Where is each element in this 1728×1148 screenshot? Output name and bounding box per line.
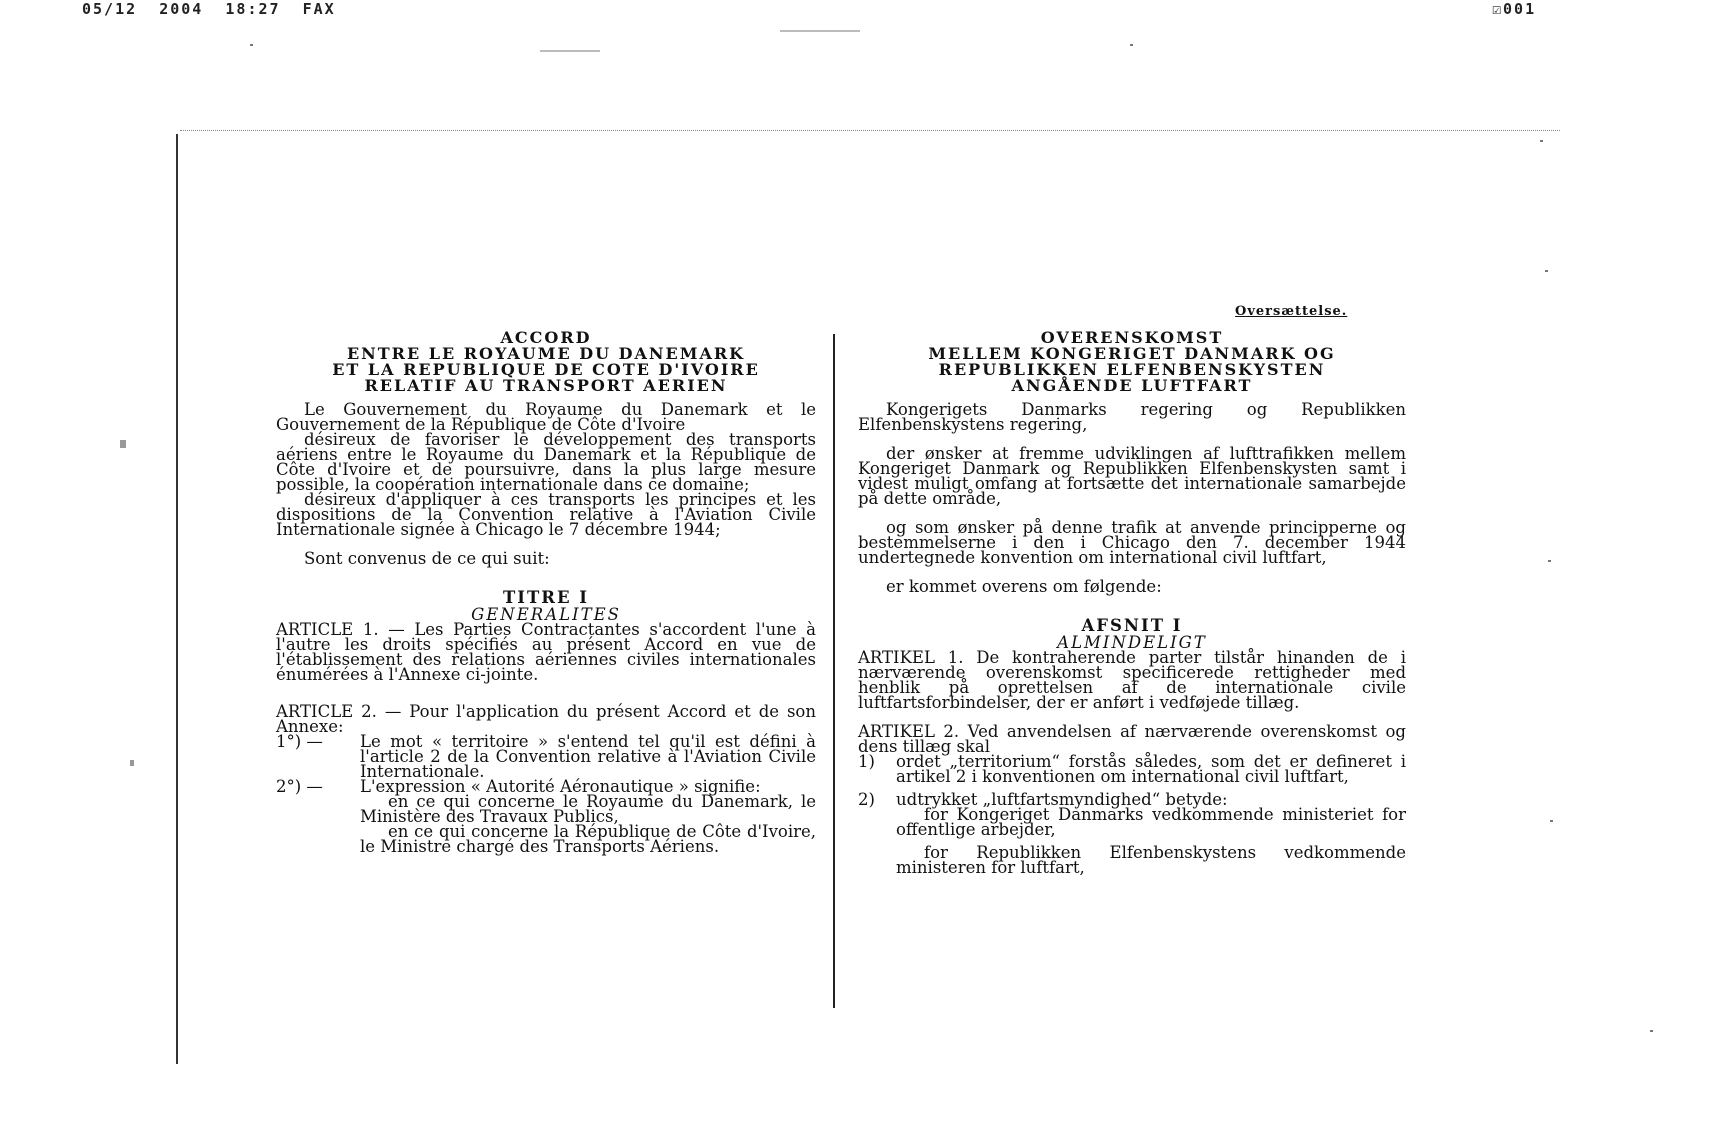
danish-onsker-2: og som ønsker på denne trafik at anvende principperne og bestemmelserne i den i Chicago den 7. december 1944 undertegnede konvention om international civil luftfart,	[858, 518, 1406, 567]
danish-afsnit-sub: ALMINDELIGT	[1057, 633, 1207, 652]
danish-afsnit: AFSNIT I	[1081, 616, 1183, 635]
danish-item-1	[858, 754, 1406, 784]
french-heading-line: ENTRE LE ROYAUME DU DANEMARK	[346, 344, 746, 363]
danish-heading	[858, 330, 1406, 394]
french-article-2: ARTICLE 2. — Pour l'application du présent Accord et de son Annexe:	[276, 702, 816, 736]
french-convenus: Sont convenus de ce qui suit:	[304, 549, 550, 568]
fax-timestamp: 05/12 2004 18:27 FAX	[82, 0, 336, 18]
danish-intro: Kongerigets Danmarks regering og Republikken Elfenbenskystens regering,	[858, 400, 1406, 434]
french-intro: Le Gouvernement du Royaume du Danemark et le Gouvernement de la République de Côte d'Ivoire	[276, 400, 816, 434]
danish-heading-line: ANGÅENDE LUFTFART	[1011, 376, 1253, 395]
danish-item-1-number: 1)	[858, 752, 875, 771]
french-titre-sub: GENERALITES	[471, 605, 621, 624]
scan-speck	[1545, 270, 1548, 272]
french-item-1-number: 1°) —	[276, 732, 323, 751]
scan-speck	[1548, 560, 1551, 562]
scan-left-border	[176, 134, 178, 1064]
french-item-2-text: L'expression « Autorité Aéronautique » signifie:	[360, 777, 761, 796]
scan-speck	[1650, 1030, 1653, 1032]
danish-column	[858, 330, 1406, 875]
danish-heading-line: OVERENSKOMST	[1040, 328, 1224, 347]
danish-item-1-text: ordet „territorium“ forstås således, som det er defineret i artikel 2 i konventionen om international civil luftfart,	[896, 752, 1406, 786]
french-item-2-number: 2°) —	[276, 777, 323, 796]
french-article-1: ARTICLE 1. — Les Parties Contractantes s'accordent l'une à l'autre les droits spécifiés au présent Accord en vue de l'établissement des relations aériennes civiles internationales énumérées à l'Annexe ci-jointe.	[276, 620, 816, 684]
danish-item-2a: for Kongeriget Danmarks vedkommende ministeriet for offentlige arbejder,	[896, 805, 1406, 839]
scan-speck	[780, 30, 860, 32]
fax-page-number: ☑001	[1492, 0, 1537, 18]
danish-item-2-number: 2)	[858, 790, 875, 809]
french-item-2b: en ce qui concerne la République de Côte d'Ivoire, le Ministre chargé des Transports Aériens.	[360, 822, 816, 856]
scan-speck	[1540, 140, 1543, 142]
danish-item-2-text: udtrykket „luftfartsmyndighed“ betyde:	[896, 790, 1228, 809]
danish-heading-line: REPUBLIKKEN ELFENBENSKYSTEN	[938, 360, 1326, 379]
danish-kommet: er kommet overens om følgende:	[886, 577, 1162, 596]
column-divider	[833, 334, 835, 1008]
fax-header	[82, 0, 1728, 18]
french-item-1	[276, 734, 816, 779]
danish-artikel-2: ARTIKEL 2. Ved anvendelsen af nærværende overenskomst og dens tillæg skal	[858, 722, 1406, 756]
french-heading-line: ACCORD	[500, 328, 592, 347]
scan-speck	[540, 50, 600, 52]
french-heading-line: ET LA REPUBLIQUE DE COTE D'IVOIRE	[332, 360, 760, 379]
french-item-1-text: Le mot « territoire » s'entend tel qu'il est défini à l'article 2 de la Convention relative à l'Aviation Civile Internationale.	[360, 732, 816, 781]
translation-label: Oversættelse.	[1235, 304, 1348, 319]
french-desireux-1: désireux de favoriser le développement des transports aériens entre le Royaume du Danemark et la République de Côte d'Ivoire et de poursuivre, dans la plus large mesure possible, la coopération internationale dans ce domaine;	[276, 430, 816, 494]
french-titre: TITRE I	[502, 588, 590, 607]
danish-onsker-1: der ønsker at fremme udviklingen af lufttrafikken mellem Kongeriget Danmark og Republikken Elfenbenskysten samt i videst muligt omfang at fortsætte det internationale samarbejde på dette område,	[858, 444, 1406, 508]
scan-top-border	[180, 130, 1560, 133]
french-desireux-2: désireux d'appliquer à ces transports les principes et les dispositions de la Convention relative à l'Aviation Civile Internationale signée à Chicago le 7 décembre 1944;	[276, 490, 816, 539]
french-column	[276, 330, 816, 854]
french-heading	[276, 330, 816, 394]
scan-speck	[130, 760, 134, 766]
danish-heading-line: MELLEM KONGERIGET DANMARK OG	[928, 344, 1336, 363]
french-item-2a: en ce qui concerne le Royaume du Danemark, le Ministère des Travaux Publics,	[360, 792, 816, 826]
danish-artikel-1: ARTIKEL 1. De kontraherende parter tilstår hinanden de i nærværende overenskomst specificerede rettigheder med henblik på oprettelsen af de internationale civile luftfartsforbindelser, der er anført i vedføjede tillæg.	[858, 648, 1406, 712]
danish-item-2b: for Republikken Elfenbenskystens vedkommende ministeren for luftfart,	[896, 843, 1406, 877]
scan-speck	[1550, 820, 1553, 822]
scan-speck	[250, 44, 253, 46]
scan-speck	[120, 440, 126, 448]
scan-speck	[1130, 44, 1133, 46]
french-heading-line: RELATIF AU TRANSPORT AERIEN	[364, 376, 728, 395]
